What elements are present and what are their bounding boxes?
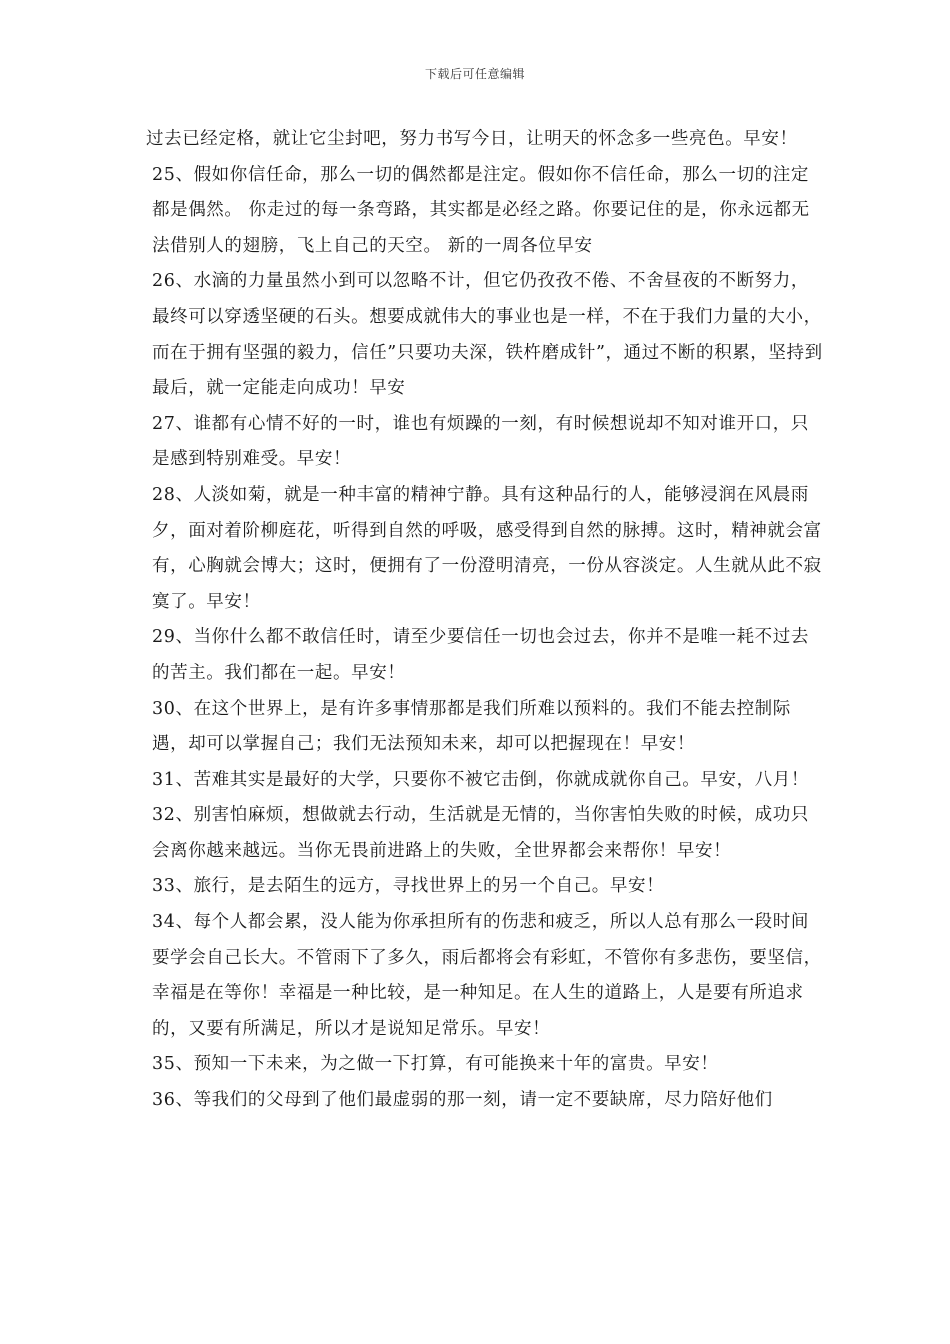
- paragraph: 29、当你什么都不敢信任时，请至少要信任一切也会过去，你并不是唯一耗不过去的苦主。我们都在一起。早安！: [152, 627, 809, 683]
- paragraph: 25、假如你信任命，那么一切的偶然都是注定。假如你不信任命，那么一切的注定都是偶然。 你走过的每一条弯路，其实都是必经之路。你要记住的是，你永远都无法借别人的翅膀，飞上自己的天空。 新的一周各位早安: [152, 164, 810, 256]
- paragraph: 27、谁都有心情不好的一时，谁也有烦躁的一刻，有时候想说却不知对谁开口，只是感到特别难受。早安！: [152, 413, 809, 470]
- paragraph: 35、预知一下未来，为之做一下打算，有可能换来十年的富贵。早安！: [152, 1054, 719, 1075]
- paragraph: 31、苦难其实是最好的大学，只要你不被它击倒，你就成就你自己。早安，八月！: [152, 769, 809, 790]
- paragraph: 34、每个人都会累，没人能为你承担所有的伤悲和疲乏，所以人总有那么一段时间要学会自己长大。不管雨下了多久，雨后都将会有彩虹，不管你有多悲伤，要坚信，幸福是在等你！幸福是一种比较，是一种知足。在人生的道路上，人是要有所追求的，又要有所满足，所以才是说知足常乐。早安！: [152, 912, 822, 1039]
- document-body: [146, 122, 824, 1119]
- paragraph: 36、等我们的父母到了他们最虚弱的那一刻，请一定不要缺席，尽力陪好他们: [152, 1090, 773, 1111]
- paragraph: 28、人淡如菊，就是一种丰富的精神宁静。具有这种品行的人，能够浸润在风晨雨夕，面对着阶柳庭花，听得到自然的呼吸，感受得到自然的脉搏。这时，精神就会富有，心胸就会博大；这时，便拥有了一份澄明清亮，一份从容淡定。人生就从此不寂寞了。早安！: [152, 484, 822, 612]
- page-header: 下载后可任意编辑: [424, 67, 525, 81]
- paragraph: 30、在这个世界上，是有许多事情那都是我们所难以预料的。我们不能去控制际遇，却可以掌握自己；我们无法预知未来，却可以把握现在！早安！: [152, 698, 791, 755]
- paragraph: 33、旅行，是去陌生的远方，寻找世界上的另一个自己。早安！: [152, 876, 665, 897]
- paragraph: 26、水滴的力量虽然小到可以忽略不计，但它仍孜孜不倦、不舍昼夜的不断努力，最终可以穿透坚硬的石头。想要成就伟大的事业也是一样，不在于我们力量的大小，而在于拥有坚强的毅力，信任”只要功夫深，铁杵磨成针”，通过不断的积累，坚持到最后，就一定能走向成功！早安: [152, 271, 823, 399]
- paragraph: 过去已经定格，就让它尘封吧，努力书写今日，让明天的怀念多一些亮色。早安！: [146, 129, 798, 149]
- paragraph: 32、别害怕麻烦，想做就去行动，生活就是无情的，当你害怕失败的时候，成功只会离你越来越远。当你无畏前进路上的失败，全世界都会来帮你！早安！: [152, 805, 809, 861]
